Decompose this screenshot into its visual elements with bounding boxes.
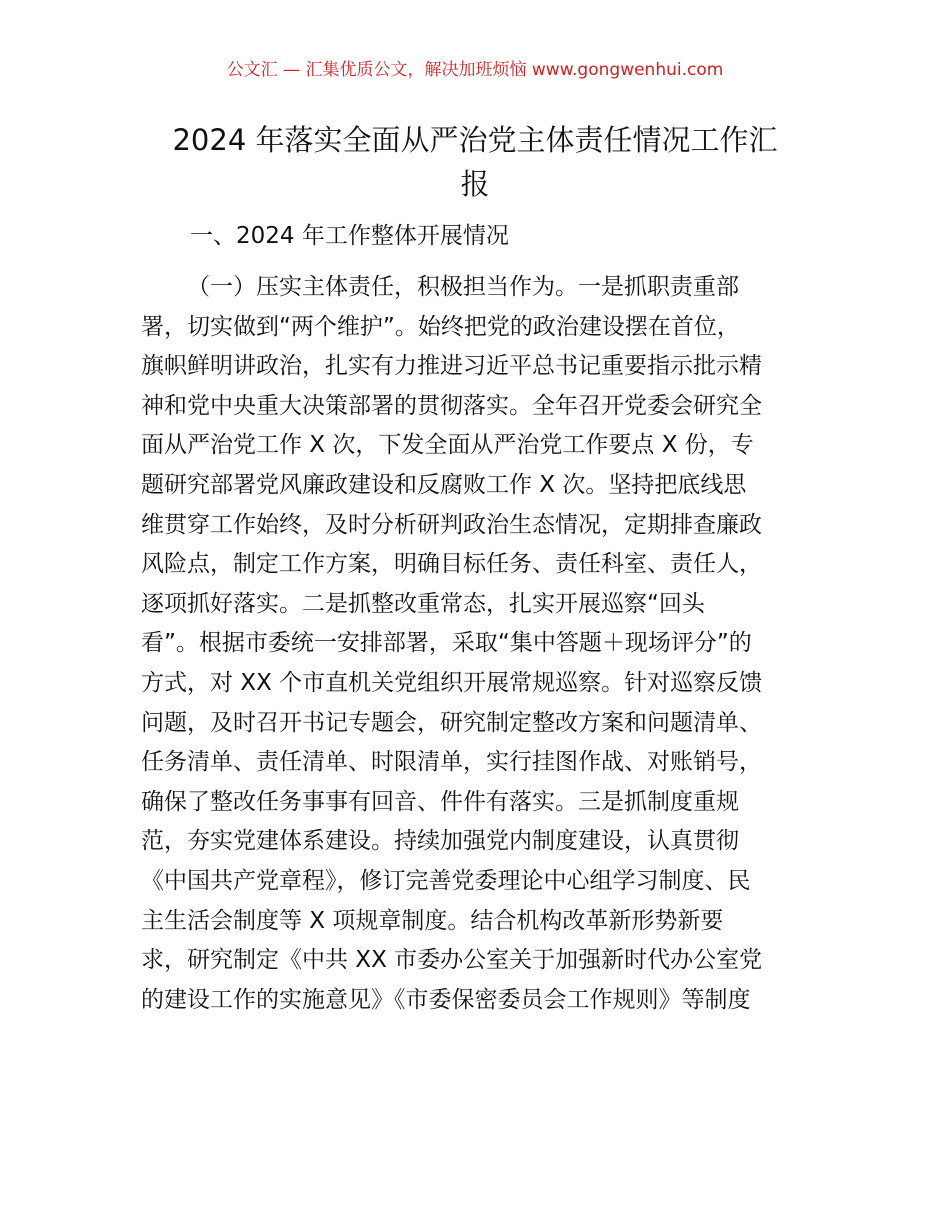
paragraph-line: 题研究部署党风廉政建设和反腐败工作 X 次。坚持把底线思 xyxy=(141,471,747,498)
paragraph-line: 风险点，制定工作方案，明确目标任务、责任科室、责任人， xyxy=(141,551,762,578)
paragraph-line: 范，夯实党建体系建设。持续加强党内制度建设，认真贯彻 xyxy=(141,828,739,855)
paragraph-line: 确保了整改任务事事有回音、件件有落实。三是抓制度重规 xyxy=(141,788,739,815)
paragraph-line: 署，切实做到“两个维护”。始终把党的政治建设摆在首位， xyxy=(141,313,740,340)
paragraph-line: 求，研究制定《中共 XX 市委办公室关于加强新时代办公室党 xyxy=(141,947,763,974)
paragraph-line: 问题，及时召开书记专题会，研究制定整改方案和问题清单、 xyxy=(141,709,762,736)
paragraph-line: 的建设工作的实施意见》《市委保密委员会工作规则》等制度 xyxy=(141,986,751,1013)
title-line: 2024 年落实全面从严治党主体责任情况工作汇 xyxy=(172,123,778,157)
section-heading: 一、2024 年工作整体开展情况 xyxy=(190,223,509,249)
paragraph-line: 主生活会制度等 X 项规章制度。结合机构改革新形势新要 xyxy=(141,907,724,934)
paragraph-line: 任务清单、责任清单、时限清单，实行挂图作战、对账销号， xyxy=(141,749,762,776)
paragraph-line: 面从严治党工作 X 次，下发全面从严治党工作要点 X 份，专 xyxy=(141,432,754,459)
paragraph-line: （一）压实主体责任，积极担当作为。一是抓职责重部 xyxy=(187,274,739,300)
paragraph-line: 旗帜鲜明讲政治，扎实有力推进习近平总书记重要指示批示精 xyxy=(141,353,762,380)
paragraph-line: 《中国共产党章程》，修订完善党委理论中心组学习制度、民 xyxy=(141,867,751,894)
paragraph-line: 神和党中央重大决策部署的贯彻落实。全年召开党委会研究全 xyxy=(141,392,762,419)
header-banner: 公文汇 — 汇集优质公文，解决加班烦恼 www.gongwenhui.com xyxy=(226,60,724,80)
paragraph-line: 维贯穿工作始终，及时分析研判政治生态情况，定期排查廉政 xyxy=(141,511,762,538)
paragraph-line: 方式，对 XX 个市直机关党组织开展常规巡察。针对巡察反馈 xyxy=(141,669,763,696)
title-line: 报 xyxy=(460,167,490,201)
document-title xyxy=(130,118,820,206)
body-paragraph xyxy=(141,268,810,1020)
paragraph-line: 看”。根据市委统一安排部署，采取“集中答题＋现场评分”的 xyxy=(141,630,752,657)
paragraph-line: 逐项抓好落实。二是抓整改重常态，扎实开展巡察“回头 xyxy=(141,590,705,617)
